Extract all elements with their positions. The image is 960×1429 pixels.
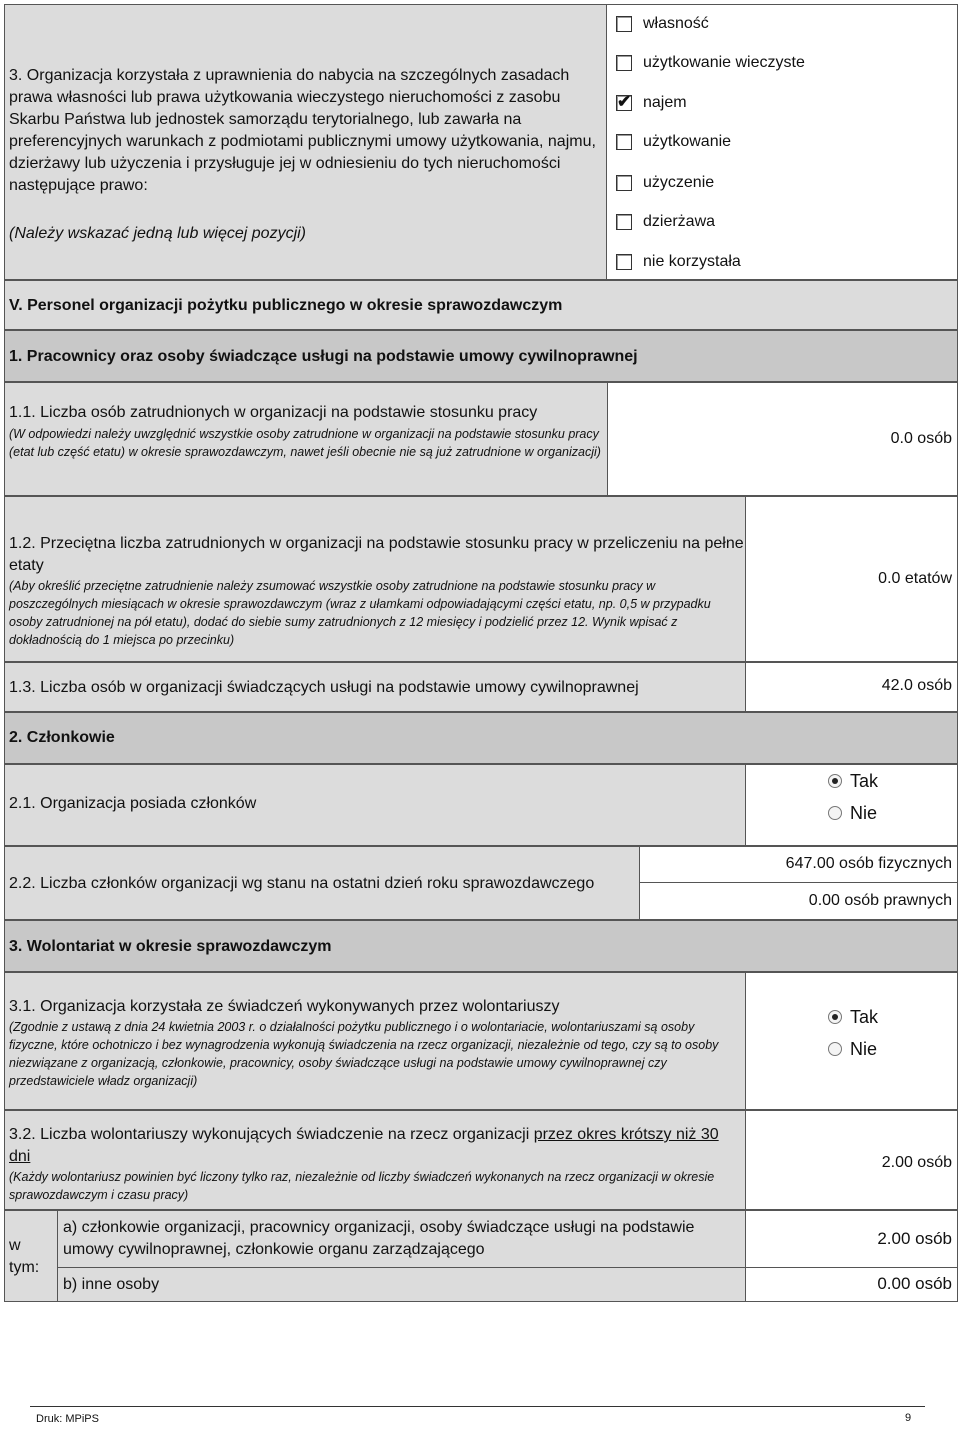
q13-label: 1.3. Liczba osób w organizacji świadczących usługi na podstawie umowy cywilnoprawnej [9, 679, 639, 696]
q32b-value-cell [745, 1267, 958, 1302]
sub1-header [4, 330, 958, 382]
q32a-label-cell [57, 1210, 746, 1268]
q3-option-checkbox[interactable] [616, 175, 632, 191]
q3-label: 3. Organizacja korzystała z uprawnienia do nabycia na szczególnych zasadach prawa własności lub prawa użytkowania wieczystego nieruchomości z zasobu Skarbu Państwa lub jednostek samorządu terytorialnego, lub zawarła na preferencyjnych warunkach z podmiotami publicznymi umowy użytkowania, najmu, dzierżawy lub użyczenia i przysługuje jej w odniesieniu do tych nieruchomości następujące prawo: [9, 67, 596, 194]
section-v-title: V. Personel organizacji pożytku publicznego w okresie sprawozdawczym [9, 297, 563, 314]
q32-label-cell [4, 1110, 746, 1210]
q32-label-underlined-2: dni [9, 1148, 31, 1165]
q21-radio-tak[interactable] [828, 774, 842, 788]
q32b-label-cell [57, 1267, 746, 1302]
q21-radio-label: Nie [850, 803, 878, 823]
q11-note: (W odpowiedzi należy uwzględnić wszystkie osoby zatrudnione w organizacji na podstawie stosunku pracy (etat lub część etatu) w okresie sprawozdawczym, nawet jeśli obecnie nie są już zatrudnione w organizacji) [9, 427, 601, 459]
radio-selected-dot-icon [832, 778, 838, 784]
q22-label-cell [4, 846, 640, 920]
sub3-title: 3. Wolontariat w okresie sprawozdawczym [9, 938, 332, 955]
q12-value-cell [745, 496, 958, 662]
sub3-header [4, 920, 958, 972]
q3-option-label: użytkowanie [643, 133, 732, 150]
q22-legal-cell [639, 882, 958, 920]
q11-value: 0.0 osób [890, 430, 952, 447]
q31-radio-label: Tak [850, 1007, 879, 1027]
q3-option-checkbox[interactable] [616, 254, 632, 270]
q32-value: 2.00 osób [881, 1154, 952, 1171]
q22-value-physical: 647.00 osób fizycznych [785, 855, 952, 872]
q3-option-label: użytkowanie wieczyste [643, 54, 805, 71]
q13-label-cell [4, 662, 746, 712]
q31-label: 3.1. Organizacja korzystała ze świadczeń wykonywanych przez wolontariuszy [9, 998, 560, 1015]
q32b-value: 0.00 osób [877, 1274, 952, 1293]
sub2-title: 2. Członkowie [9, 729, 115, 746]
section-v-header [4, 280, 958, 330]
q22-value-legal: 0.00 osób prawnych [808, 892, 952, 909]
q11-label-cell [4, 382, 608, 496]
q31-label-cell [4, 972, 746, 1110]
q32a-value: 2.00 osób [877, 1229, 952, 1248]
sub1-title: 1. Pracownicy oraz osoby świadczące usługi na podstawie umowy cywilnoprawnej [9, 348, 638, 365]
q3-option-label: użyczenie [643, 174, 715, 191]
q21-label: 2.1. Organizacja posiada członków [9, 795, 257, 812]
q32-note: (Każdy wolontariusz powinien być liczony tylko raz, niezależnie od liczby świadczeń wykonanych na rzecz organizacji w okresie sprawozdawczym i czasu pracy) [9, 1170, 715, 1202]
q13-value-cell [745, 662, 958, 712]
footer-printer: Druk: MPiPS [36, 1413, 99, 1425]
check-mark-icon: ✔ [617, 92, 632, 111]
q22-label: 2.2. Liczba członków organizacji wg stanu na ostatni dzień roku sprawozdawczego [9, 875, 595, 892]
q31-radio-tak[interactable] [828, 1010, 842, 1024]
q32-label [9, 1124, 744, 1168]
q12-label: 1.2. Przeciętna liczba zatrudnionych w organizacji na podstawie stosunku pracy w przeliczeniu na pełne etaty [9, 535, 744, 574]
q21-radio-nie[interactable] [828, 806, 842, 820]
q3-option-checkbox[interactable] [616, 55, 632, 71]
q31-note: (Zgodnie z ustawą z dnia 24 kwietnia 2003 r. o działalności pożytku publicznego i o wolontariacie, wolontariuszami są osoby fizyczne, które ochotniczo i bez wynagrodzenia wykonują świadczenia na rzecz organizacji, niezależnie od tego, czy są to osoby niezwiązane z organizacją, członkowie, pracownicy, osoby świadczące usługi na podstawie umowy cywilnoprawnej czy przedstawiciele władz organizacji) [9, 1020, 719, 1088]
q3-option-label: własność [643, 15, 709, 32]
q12-note: (Aby określić przeciętne zatrudnienie należy zsumować wszystkie osoby zatrudnione na podstawie stosunku pracy w poszczególnych miesiącach w okresie sprawozdawczym (wraz z ułamkami odpowiadającymi części etatu, np. 0,5 w przypadku osoby zatrudnionej na pół etatu), dodać do siebie sumy zatrudnionych z 12 miesięcy i podzielić przez 12. Wynik wpisać z dokładnością do 1 miejsca po przecinku) [9, 579, 711, 647]
q22-physical-cell [639, 846, 958, 883]
q31-radio-label: Nie [850, 1039, 878, 1059]
q32-value-cell [745, 1110, 958, 1210]
radio-selected-dot-icon [832, 1014, 838, 1020]
q32a-label: a) członkowie organizacji, pracownicy organizacji, osoby świadczące usługi na podstawie umowy cywilnoprawnej, członkowie organu zarządzającego [63, 1219, 695, 1258]
q32-label-underlined-1: przez okres krótszy niż 30 [533, 1126, 719, 1143]
q3-option-label: dzierżawa [643, 213, 716, 230]
q11-value-cell [607, 382, 958, 496]
footer-page-number: 9 [905, 1412, 912, 1424]
q3-option-label: nie korzystała [643, 253, 741, 270]
q3-note: (Należy wskazać jedną lub więcej pozycji) [9, 225, 307, 242]
q13-value: 42.0 osób [881, 677, 952, 694]
q3-option-checkbox[interactable] [616, 134, 632, 150]
q32-label-start: 3.2. Liczba wolontariuszy wykonujących świadczenie na rzecz organizacji [9, 1126, 534, 1143]
q31-radio-nie[interactable] [828, 1042, 842, 1056]
q21-label-cell [4, 764, 746, 846]
q32a-value-cell [745, 1210, 958, 1268]
q11-label: 1.1. Liczba osób zatrudnionych w organizacji na podstawie stosunku pracy [9, 404, 538, 421]
q3-option-label: najem [643, 94, 687, 111]
q21-radio-label: Tak [850, 771, 879, 791]
q3-label-cell [4, 4, 607, 280]
q3-option-checkbox[interactable] [616, 16, 632, 32]
q3-option-checkbox[interactable] [616, 214, 632, 230]
q3-option-checkbox[interactable] [616, 92, 632, 111]
q12-value: 0.0 etatów [878, 570, 952, 587]
q32b-label: b) inne osoby [63, 1276, 160, 1293]
q12-label-cell [4, 496, 746, 662]
sub2-header [4, 712, 958, 764]
w-tym-label: w tym: [9, 1237, 40, 1276]
w-tym-cell [4, 1210, 58, 1302]
footer-rule [30, 1406, 925, 1407]
